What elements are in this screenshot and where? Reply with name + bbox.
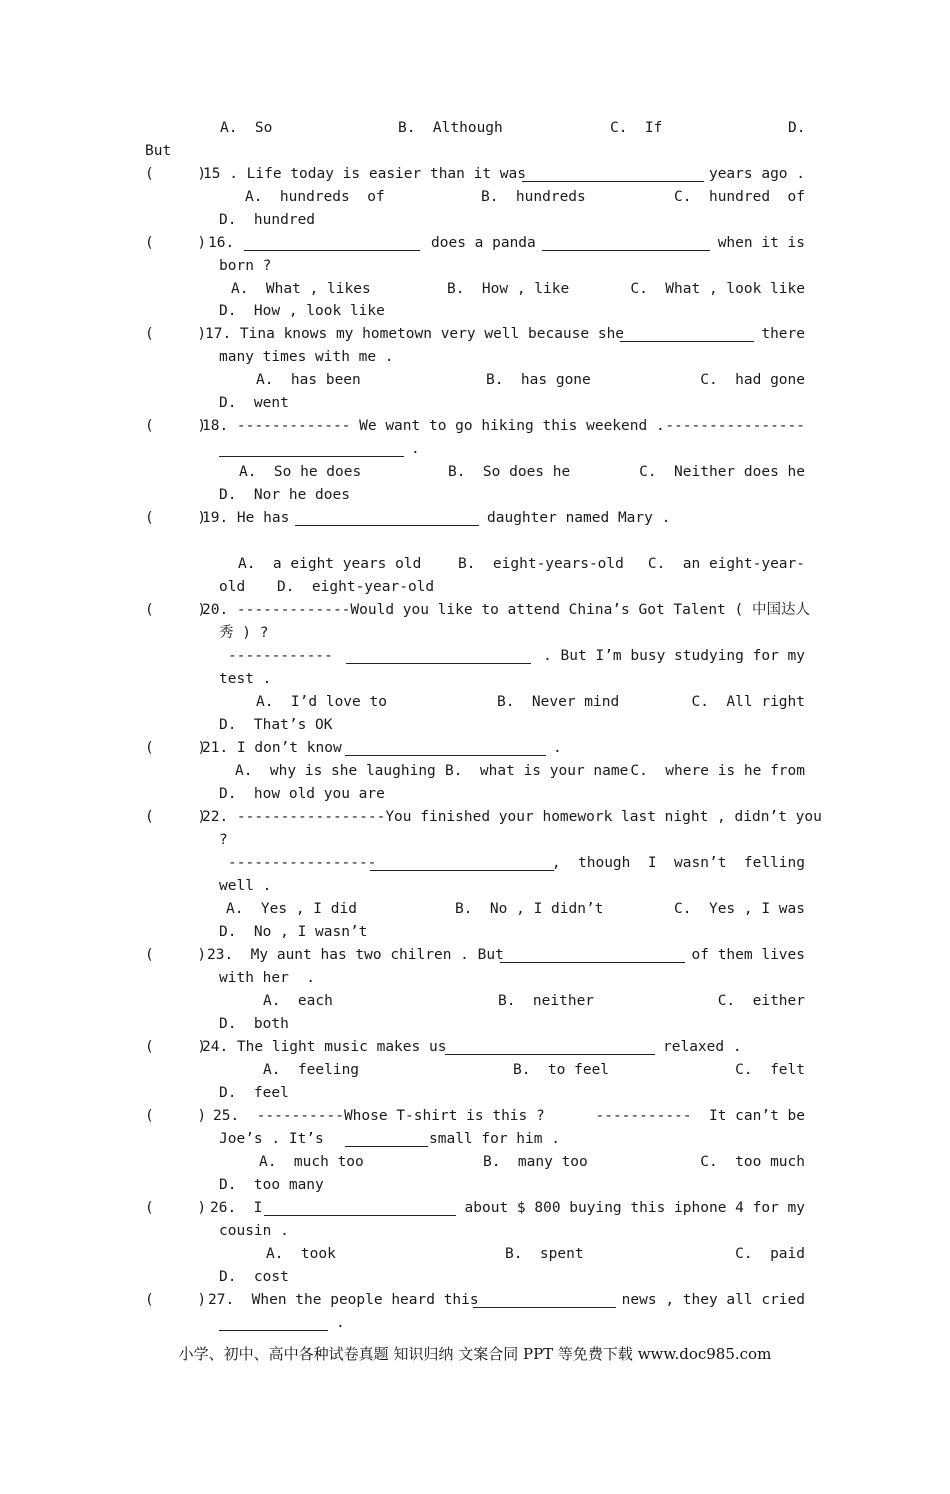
q22-option-b: B. No , I didn’t: [455, 901, 604, 917]
q26-stem-b: about $ 800 buying this iphone 4 for my: [464, 1200, 805, 1216]
q26-option-d: D. cost: [219, 1269, 289, 1285]
q26-paren: ( ): [145, 1200, 207, 1216]
q23-option-a: A. each: [263, 993, 333, 1009]
q18-option-d: D. Nor he does: [219, 487, 350, 503]
q26-stem-a: 26. I: [210, 1200, 263, 1216]
q17-option-a: A. has been: [256, 372, 361, 388]
q20-stem: 20. -------------Would you like to attend China’s Got Talent ( 中国达人: [202, 602, 810, 618]
q25-option-c: C. too much: [700, 1154, 805, 1170]
q16-answer-blank-1: [244, 238, 420, 251]
q23-stem-cont: with her .: [219, 970, 316, 986]
q21-stem-a: 21. I don’t know: [202, 740, 342, 756]
q16-option-b: B. How , like: [447, 281, 570, 297]
q27-stem-end: .: [336, 1315, 345, 1331]
q16-number: 16.: [208, 235, 235, 251]
q16-option-d: D. How , look like: [219, 303, 385, 319]
q15-option-b: B. hundreds: [481, 189, 586, 205]
q21-option-c: C. where is he from: [630, 763, 805, 779]
q19-option-c-cont: old: [219, 579, 246, 595]
q18-option-a: A. So he does: [239, 464, 362, 480]
q24-stem-b: relaxed .: [663, 1039, 742, 1055]
q23-answer-blank: [500, 950, 685, 963]
q25-option-a: A. much too: [259, 1154, 364, 1170]
q21-option-a: A. why is she laughing: [235, 763, 436, 779]
q16-stem-cont: born ?: [219, 258, 272, 274]
q24-stem-a: 24. The light music makes us: [202, 1039, 447, 1055]
q17-option-d: D. went: [219, 395, 289, 411]
q19-stem-b: daughter named Mary .: [487, 510, 671, 526]
q23-paren: ( ): [145, 947, 207, 963]
q14-option-d-letter: D.: [788, 120, 806, 136]
q19-stem-a: 19. He has: [202, 510, 290, 526]
q22-reply-cont: well .: [219, 878, 272, 894]
q16-option-c: C. What , look like: [630, 281, 805, 297]
q23-option-d: D. both: [219, 1016, 289, 1032]
q20-option-a: A. I’d love to: [256, 694, 387, 710]
q17-paren: ( ): [145, 326, 207, 342]
q23-option-b: B. neither: [498, 993, 595, 1009]
q20-option-c: C. All right: [691, 694, 805, 710]
q21-paren: ( ): [145, 740, 207, 756]
q19-option-b: B. eight-years-old: [458, 556, 624, 572]
q14-option-b: B. Although: [398, 120, 503, 136]
q18-option-c: C. Neither does he: [639, 464, 805, 480]
q20-reply-dashes: ------------: [228, 648, 333, 664]
q27-answer-blank-1: [473, 1295, 616, 1308]
q26-option-a: A. took: [266, 1246, 336, 1262]
q20-paren: ( ): [145, 602, 207, 618]
q20-reply-cont: test .: [219, 671, 272, 687]
q19-option-c: C. an eight-year-: [647, 556, 805, 572]
q25-stem-b: ----------- It can’t be: [595, 1108, 805, 1124]
q22-reply-b: , though I wasn’t felling: [551, 855, 805, 871]
q16-paren: ( ): [145, 235, 207, 251]
q14-option-c: C. If: [610, 120, 663, 136]
q19-option-a: A. a eight years old: [238, 556, 422, 572]
q18-paren: ( ): [145, 418, 207, 434]
q27-stem-b: news , they all cried: [621, 1292, 805, 1308]
q22-option-a: A. Yes , I did: [226, 901, 357, 917]
q15-stem-a: 15 . Life today is easier than it was: [203, 166, 527, 182]
q24-option-a: A. feeling: [263, 1062, 360, 1078]
page-footer: 小学、初中、高中各种试卷真题 知识归纳 文案合同 PPT 等免费下载 www.doc985.com: [178, 1345, 772, 1363]
q22-stem: 22. -----------------You finished your homework last night , didn’t you: [202, 809, 822, 825]
q22-answer-blank: [370, 858, 554, 871]
q22-option-c: C. Yes , I was: [674, 901, 805, 917]
q26-stem-cont: cousin .: [219, 1223, 289, 1239]
q14-option-d-word: But: [145, 143, 172, 159]
q14-option-a: A. So: [220, 120, 273, 136]
q19-option-d: D. eight-year-old: [277, 579, 435, 595]
q23-stem-b: of them lives: [691, 947, 805, 963]
q17-answer-blank: [620, 329, 754, 342]
q18-stem-end: .: [411, 441, 420, 457]
q27-answer-blank-2: [219, 1318, 328, 1331]
q19-answer-blank: [295, 513, 479, 526]
q26-option-c: C. paid: [735, 1246, 805, 1262]
q19-paren: ( ): [145, 510, 207, 526]
q24-option-b: B. to feel: [513, 1062, 610, 1078]
q25-cont-a: Joe’s . It’s: [219, 1131, 324, 1147]
q24-option-c: C. felt: [735, 1062, 805, 1078]
q15-option-d: D. hundred: [219, 212, 316, 228]
q25-stem: 25. ----------Whose T-shirt is this ?: [213, 1108, 545, 1124]
q20-answer-blank: [346, 651, 531, 664]
q26-answer-blank: [264, 1203, 456, 1216]
q25-cont-b: small for him .: [429, 1131, 560, 1147]
q22-reply-dashes: -----------------: [228, 855, 377, 871]
q25-answer-blank: [345, 1134, 428, 1147]
q27-stem-a: 27. When the people heard this: [208, 1292, 479, 1308]
q18-stem-b: ----------------: [665, 418, 805, 434]
q22-paren: ( ): [145, 809, 207, 825]
q15-paren: ( ): [145, 166, 207, 182]
q18-stem: 18. ------------- We want to go hiking this weekend .: [202, 418, 665, 434]
q24-option-d: D. feel: [219, 1085, 289, 1101]
q16-answer-blank-2: [542, 238, 710, 251]
q20-option-b: B. Never mind: [497, 694, 620, 710]
q15-option-c: C. hundred of: [674, 189, 805, 205]
q17-option-c: C. had gone: [700, 372, 805, 388]
q22-option-d: D. No , I wasn’t: [219, 924, 368, 940]
q15-answer-blank: [522, 169, 704, 182]
q16-option-a: A. What , likes: [231, 281, 371, 297]
q26-option-b: B. spent: [505, 1246, 584, 1262]
q21-answer-blank: [345, 743, 546, 756]
q25-paren: ( ): [145, 1108, 207, 1124]
q27-paren: ( ): [145, 1292, 207, 1308]
q21-stem-b: .: [553, 740, 562, 756]
q21-option-d: D. how old you are: [219, 786, 385, 802]
q15-stem-b: years ago .: [708, 166, 805, 182]
q20-stem-cont: 秀 ) ?: [219, 625, 269, 641]
q21-option-b: B. what is your name: [445, 763, 629, 779]
q25-option-b: B. many too: [483, 1154, 588, 1170]
q16-stem-b: when it is: [717, 235, 805, 251]
q23-option-c: C. either: [717, 993, 805, 1009]
q17-option-b: B. has gone: [486, 372, 591, 388]
q22-stem-cont: ?: [219, 832, 228, 848]
q17-stem-b: there: [761, 326, 805, 342]
q20-reply-b: . But I’m busy studying for my: [543, 648, 805, 664]
q20-option-d: D. That’s OK: [219, 717, 333, 733]
q24-paren: ( ): [145, 1039, 207, 1055]
q15-option-a: A. hundreds of: [245, 189, 385, 205]
q24-answer-blank: [445, 1042, 655, 1055]
q23-stem-a: 23. My aunt has two chilren . But: [207, 947, 504, 963]
q17-stem-cont: many times with me .: [219, 349, 394, 365]
q18-option-b: B. So does he: [448, 464, 571, 480]
q25-option-d: D. too many: [219, 1177, 324, 1193]
q18-answer-blank: [219, 444, 404, 457]
q16-stem-a: does a panda: [431, 235, 536, 251]
q17-stem-a: 17. Tina knows my hometown very well because she: [205, 326, 625, 342]
